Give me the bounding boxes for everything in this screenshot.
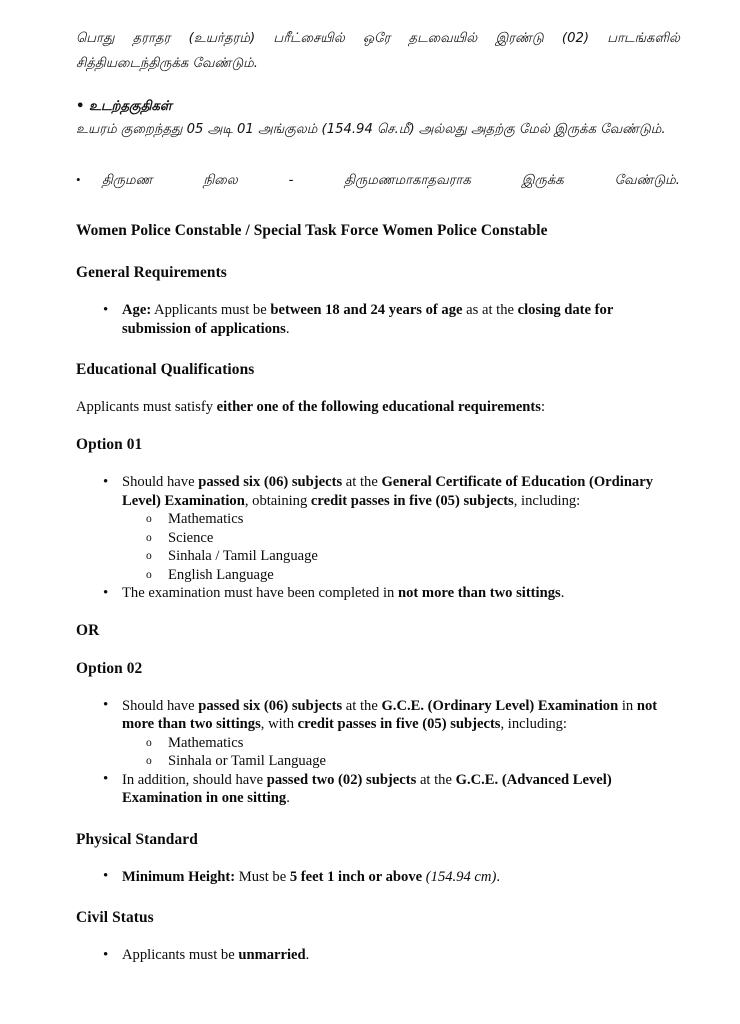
general-requirements-list: [76, 301, 680, 338]
tamil-word-marriage: திருமண: [102, 173, 153, 188]
age-closing-date-bold: closing date for submission of applications: [122, 302, 614, 337]
spacer: [76, 380, 680, 398]
list-item-subject: [122, 510, 680, 528]
opt2-t3: in: [618, 697, 637, 714]
opt2-t5: , including:: [500, 716, 567, 733]
tamil-word-must: வேண்டும்.: [614, 173, 680, 188]
subject-label: Sinhala / Tamil Language: [168, 548, 318, 565]
civil-b1: unmarried: [238, 947, 306, 964]
subject-label: Science: [168, 529, 214, 546]
height-value-bold: 5 feet 1 inch or above: [289, 868, 423, 885]
bullet-icon: o: [146, 736, 152, 749]
list-item-subject: [122, 547, 680, 565]
tamil-word-unmarried: திருமணமாகாதவராக: [344, 173, 471, 188]
age-text-2: as at the: [462, 302, 518, 318]
list-item-age: [76, 301, 680, 338]
bullet-icon: •: [103, 584, 109, 601]
tamil-height-requirement-text: உயரம் குறைந்தது 05 அடி 01 அங்குலம் (154.94 செ.மீ) அல்லது அதற்கு மேல் இருக்க வேண்டும்.: [76, 122, 666, 137]
opt1-t4: , including:: [513, 492, 581, 509]
tamil-section: [76, 26, 680, 193]
list-item-subject: [122, 734, 680, 752]
opt2-b1: passed six (06) subjects: [198, 697, 343, 714]
bullet-icon: •: [76, 172, 81, 187]
list-item-option01-requirement: [76, 473, 680, 584]
list-item-subject: [122, 566, 680, 584]
spacer: [76, 679, 680, 697]
height-t3: .: [496, 868, 500, 885]
spacer: [76, 641, 680, 659]
opt2-t1: Should have: [122, 697, 199, 714]
bullet-icon: o: [146, 513, 152, 526]
bullet-icon: •: [103, 301, 109, 318]
subject-label: English Language: [168, 566, 274, 583]
heading-physical-standard: Physical Standard: [76, 830, 198, 848]
civil-t1: Applicants must be: [122, 947, 239, 964]
bullet-icon: o: [146, 531, 152, 544]
opt1-b2: General Certificate of Education (Ordinary Level) Examination: [122, 474, 654, 509]
edu-intro-bold: either one of the following educational requirements: [216, 399, 541, 416]
list-item-subject: [122, 752, 680, 770]
edu-intro-text: Applicants must satisfy: [76, 399, 217, 416]
list-item-option02-requirement: [76, 697, 680, 771]
edu-intro-tail: :: [540, 399, 546, 416]
tamil-civil-status-words: [102, 168, 680, 193]
educational-intro-paragraph: [76, 398, 680, 417]
opt1-t1: Should have: [122, 474, 199, 491]
heading-option-02: Option 02: [76, 659, 143, 677]
bullet-icon: •: [103, 868, 109, 885]
opt2-b2: G.C.E. (Ordinary Level) Examination: [381, 697, 619, 714]
spacer: [76, 283, 680, 301]
opt2-al-b1: passed two (02) subjects: [266, 771, 417, 788]
heading-educational-qualifications: Educational Qualifications: [76, 361, 255, 379]
option-01-list: [76, 473, 680, 602]
spacer: [76, 338, 680, 360]
spacer: [76, 886, 680, 908]
spacer: [76, 928, 680, 946]
bullet-icon: •: [103, 946, 109, 963]
heading-general-requirements: General Requirements: [76, 264, 227, 281]
spacer: [76, 417, 680, 435]
bullet-icon: o: [146, 755, 152, 768]
bullet-icon: •: [103, 473, 109, 490]
civil-status-list: [76, 946, 680, 965]
subject-label: Sinhala or Tamil Language: [168, 753, 326, 770]
opt2-al-b2: G.C.E. (Advanced Level) Examination in one sitting: [122, 771, 612, 807]
heading-civil-status: Civil Status: [76, 909, 154, 927]
document-title: Women Police Constable / Special Task Force Women Police Constable: [76, 222, 548, 239]
spacer: [76, 455, 680, 473]
list-item-unmarried: [76, 946, 680, 965]
opt1-b1: passed six (06) subjects: [198, 474, 343, 491]
opt2-t2: at the: [342, 697, 382, 714]
list-item-option01-sittings: [76, 584, 680, 603]
bullet-icon: •: [103, 697, 109, 714]
opt2-al-t2: at the: [416, 771, 456, 788]
list-item-option02-advanced-level: [76, 771, 680, 808]
list-item-subject: [122, 529, 680, 547]
opt1-b3: credit passes in five (05) subjects: [310, 492, 514, 509]
age-text-1: Applicants must be: [151, 302, 271, 318]
option-02-subjects-list: [122, 734, 680, 771]
opt2-t4: , with: [260, 716, 298, 733]
bullet-icon: o: [146, 568, 152, 581]
age-label: Age:: [122, 302, 152, 318]
opt1-sittings-t1: The examination must have been completed in: [122, 585, 398, 601]
heading-option-01: Option 01: [76, 436, 143, 454]
age-range-bold: between 18 and 24 years of age: [270, 302, 463, 318]
opt2-b3: not more than two sittings: [122, 697, 658, 733]
opt2-b4: credit passes in five (05) subjects: [297, 716, 501, 733]
subject-label: Mathematics: [168, 734, 244, 751]
spacer: [76, 808, 680, 830]
option-01-subjects-list: [122, 510, 680, 584]
opt1-t3: , obtaining: [244, 492, 311, 509]
opt1-sittings-t2: .: [560, 585, 565, 601]
tamil-word-be: இருக்க: [521, 173, 564, 188]
option-02-list: [76, 697, 680, 808]
english-section: [76, 221, 680, 965]
tamil-word-status: நிலை: [203, 173, 238, 188]
spacer: [76, 241, 680, 263]
document-content: [76, 26, 680, 965]
height-metric-italic: (154.94 cm): [425, 868, 497, 885]
tamil-paragraph-exam-requirement: பொது தராதர (உயர்தரம்) பரீட்சையில் ஒரே தடவையில் இரண்டு (02) பாடங்களில் சித்தியடைந்திருக்க வேண்டும்.: [76, 31, 680, 71]
height-label: Minimum Height:: [122, 868, 236, 885]
physical-standard-list: [76, 868, 680, 887]
civil-t2: .: [305, 947, 310, 964]
tamil-civil-status-row: [76, 167, 680, 193]
bullet-icon: •: [103, 771, 109, 788]
height-t1: Must be: [235, 868, 290, 885]
tamil-physical-fitness-heading: • உடற்தகுதிகள்: [76, 99, 172, 114]
age-text-3: .: [285, 320, 290, 337]
opt2-al-t3: .: [286, 790, 290, 807]
opt1-sittings-b1: not more than two sittings: [397, 585, 561, 601]
bullet-icon: o: [146, 550, 152, 563]
opt1-t2: at the: [342, 474, 382, 491]
tamil-word-dash: -: [288, 173, 294, 188]
spacer: [76, 850, 680, 868]
heading-or-separator: OR: [76, 621, 100, 639]
subject-label: Mathematics: [168, 511, 244, 528]
opt2-al-t1: In addition, should have: [122, 771, 267, 788]
spacer: [76, 603, 680, 621]
list-item-minimum-height: [76, 868, 680, 887]
